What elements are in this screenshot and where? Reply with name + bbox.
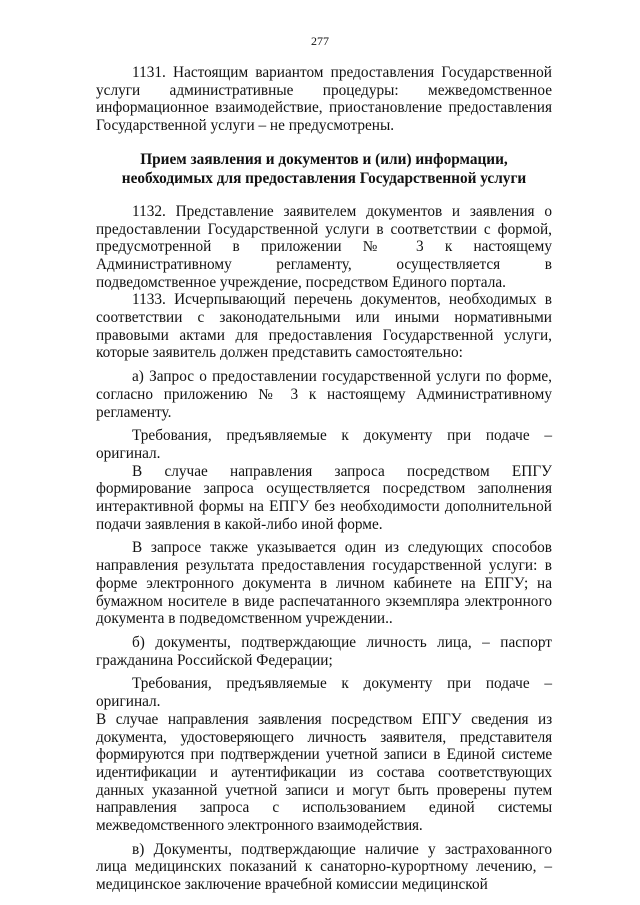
- item-a: а) Запрос о предоставлении государственной услуги по форме, согласно приложению № 3 к настоящему Административному регламенту.: [96, 368, 552, 421]
- paragraph-epgu-request: В случае направления запроса посредством ЕПГУ формирование запроса осуществляется посредством заполнения интерактивной формы на ЕПГУ без необходимости дополнительной подачи заявления в какой-либо иной форме.: [96, 462, 552, 533]
- paragraph-1131: 1131. Настоящим вариантом предоставления Государственной услуги административные процедуры: межведомственное информационное взаимодействие, приостановление предоставления Государственной услуги – не предусмотрены.: [96, 64, 552, 135]
- paragraph-1132: 1132. Представление заявителем документов и заявления о предоставлении Государственной услуги в соответствии с формой, предусмотренной в приложении № 3 к настоящему Административному регламенту, осуществляется в подведомственное учреждение, посредством Единого портала.: [96, 202, 552, 291]
- item-v: в) Документы, подтверждающие наличие у застрахованного лица медицинских показаний к санаторно-курортному лечению, – медицинское заключение врачебной комиссии медицинской: [96, 840, 552, 894]
- requirement-original-2: Требования, предъявляемые к документу при подаче – оригинал.: [96, 675, 552, 711]
- item-b: б) документы, подтверждающие личность лица, – паспорт гражданина Российской Федерации;: [96, 633, 552, 669]
- page-number: 277: [311, 34, 329, 48]
- paragraph-result-ways: В запросе также указывается один из следующих способов направления результата предоставления государственной услуги: в форме электронного документа в личном кабинете на ЕПГУ; на бумажном носителе в виде распечатанного экземпляра электронного документа в подведомственном учреждении..: [96, 539, 552, 628]
- requirement-original-1: Требования, предъявляемые к документу при подаче – оригинал.: [96, 427, 552, 462]
- paragraph-epgu-identity: В случае направления заявления посредством ЕПГУ сведения из документа, удостоверяющего личность заявителя, представителя формируются при подтверждении учетной записи в Единой системе идентификации и аутентификации из состава соответствующих данных указанной учетной записи и могут быть проверены путем направления запроса с использованием единой системы межведомственного электронного взаимодействия.: [96, 710, 552, 835]
- document-body: [96, 64, 552, 894]
- paragraph-1133: 1133. Исчерпывающий перечень документов, необходимых в соответствии с законодательными или иными нормативными правовыми актами для предоставления Государственной услуги, которые заявитель должен представить самостоятельно:: [96, 291, 552, 362]
- section-heading: Прием заявления и документов и (или) информации, необходимых для предоставления Государственной услуги: [121, 150, 527, 187]
